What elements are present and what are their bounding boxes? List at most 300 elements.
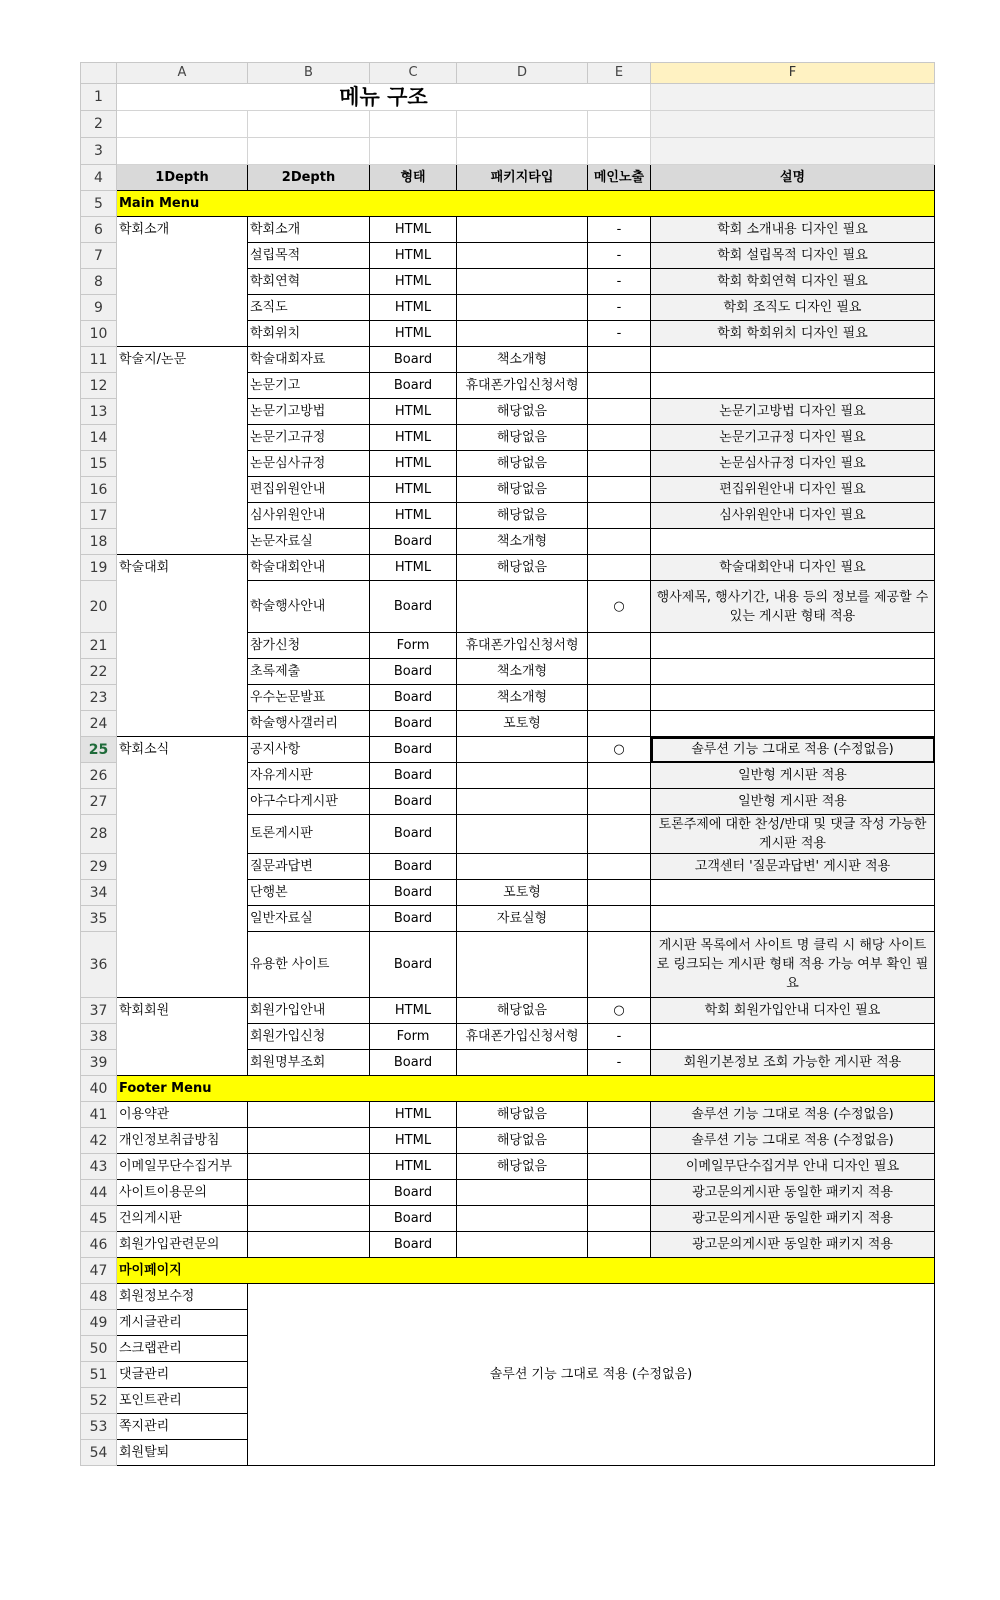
description-cell[interactable]: 게시판 목록에서 사이트 명 클릭 시 해당 사이트로 링크되는 게시판 형태 적용 가능 여부 확인 필요 (651, 932, 935, 998)
depth2-cell[interactable] (248, 1232, 370, 1258)
row-number[interactable]: 3 (81, 138, 117, 165)
type-cell[interactable]: Board (370, 880, 457, 906)
type-cell[interactable]: HTML (370, 555, 457, 581)
package-type-cell[interactable]: 해당없음 (457, 1102, 588, 1128)
depth2-cell[interactable]: 학회위치 (248, 321, 370, 347)
depth2-cell[interactable]: 회원가입신청 (248, 1024, 370, 1050)
depth2-cell[interactable]: 학술대회자료 (248, 347, 370, 373)
depth1-cell[interactable] (117, 477, 248, 503)
package-type-cell[interactable] (457, 295, 588, 321)
depth1-cell[interactable]: 학술지/논문 (117, 347, 248, 373)
row-number[interactable]: 11 (81, 347, 117, 373)
type-cell[interactable]: Board (370, 711, 457, 737)
type-cell[interactable]: HTML (370, 399, 457, 425)
type-cell[interactable]: Board (370, 737, 457, 763)
main-exposure-cell[interactable] (588, 1102, 651, 1128)
depth1-cell[interactable] (117, 1024, 248, 1050)
row-number[interactable]: 13 (81, 399, 117, 425)
row-number[interactable]: 21 (81, 633, 117, 659)
package-type-cell[interactable] (457, 217, 588, 243)
depth2-cell[interactable]: 단행본 (248, 880, 370, 906)
row-number[interactable]: 12 (81, 373, 117, 399)
package-type-cell[interactable] (457, 789, 588, 815)
depth2-cell[interactable]: 초록제출 (248, 659, 370, 685)
main-exposure-cell[interactable] (588, 1154, 651, 1180)
depth2-cell[interactable]: 학술행사갤러리 (248, 711, 370, 737)
depth2-cell[interactable]: 논문심사규정 (248, 451, 370, 477)
depth1-cell[interactable] (117, 659, 248, 685)
package-type-cell[interactable]: 책소개형 (457, 529, 588, 555)
main-exposure-cell[interactable]: - (588, 321, 651, 347)
description-cell[interactable]: 일반형 게시판 적용 (651, 763, 935, 789)
depth2-cell[interactable]: 회원명부조회 (248, 1050, 370, 1076)
description-cell[interactable] (651, 347, 935, 373)
row-number[interactable]: 16 (81, 477, 117, 503)
type-cell[interactable]: Board (370, 1232, 457, 1258)
main-exposure-cell[interactable] (588, 789, 651, 815)
description-cell[interactable]: 학회 소개내용 디자인 필요 (651, 217, 935, 243)
package-type-cell[interactable]: 해당없음 (457, 998, 588, 1024)
main-exposure-cell[interactable] (588, 685, 651, 711)
mypage-menu-name[interactable]: 쪽지관리 (117, 1414, 248, 1440)
depth1-cell[interactable] (117, 581, 248, 633)
mypage-menu-name[interactable]: 포인트관리 (117, 1388, 248, 1414)
package-type-cell[interactable]: 포토형 (457, 711, 588, 737)
row-number[interactable]: 42 (81, 1128, 117, 1154)
depth2-cell[interactable] (248, 1180, 370, 1206)
description-cell[interactable]: 논문심사규정 디자인 필요 (651, 451, 935, 477)
description-cell[interactable]: 이메일무단수집거부 안내 디자인 필요 (651, 1154, 935, 1180)
row-number[interactable]: 5 (81, 191, 117, 217)
depth2-cell[interactable]: 야구수다게시판 (248, 789, 370, 815)
depth2-cell[interactable]: 논문기고규정 (248, 425, 370, 451)
depth1-cell[interactable] (117, 685, 248, 711)
package-type-cell[interactable]: 해당없음 (457, 425, 588, 451)
package-type-cell[interactable]: 포토형 (457, 880, 588, 906)
depth2-cell[interactable]: 설립목적 (248, 243, 370, 269)
cell[interactable] (248, 111, 370, 138)
description-cell[interactable]: 광고문의게시판 동일한 패키지 적용 (651, 1180, 935, 1206)
row-number[interactable]: 8 (81, 269, 117, 295)
depth1-cell[interactable] (117, 243, 248, 269)
cell[interactable] (370, 111, 457, 138)
main-exposure-cell[interactable] (588, 373, 651, 399)
row-number[interactable]: 7 (81, 243, 117, 269)
description-cell[interactable]: 심사위원안내 디자인 필요 (651, 503, 935, 529)
package-type-cell[interactable] (457, 1050, 588, 1076)
type-cell[interactable]: HTML (370, 295, 457, 321)
type-cell[interactable]: HTML (370, 217, 457, 243)
type-cell[interactable]: Board (370, 529, 457, 555)
description-cell[interactable] (651, 373, 935, 399)
package-type-cell[interactable]: 해당없음 (457, 451, 588, 477)
main-exposure-cell[interactable] (588, 1206, 651, 1232)
type-cell[interactable]: Board (370, 854, 457, 880)
main-exposure-cell[interactable]: ○ (588, 998, 651, 1024)
table-row (81, 815, 935, 854)
description-cell[interactable] (651, 1024, 935, 1050)
mypage-note-cell[interactable]: 솔루션 기능 그대로 적용 (수정없음) (248, 1284, 935, 1466)
cell[interactable] (457, 138, 588, 165)
depth2-cell[interactable]: 학술행사안내 (248, 581, 370, 633)
row-number[interactable]: 26 (81, 763, 117, 789)
table-row (81, 1076, 935, 1102)
description-cell[interactable]: 학회 설립목적 디자인 필요 (651, 243, 935, 269)
description-cell[interactable]: 논문기고방법 디자인 필요 (651, 399, 935, 425)
depth1-cell[interactable]: 학회소식 (117, 737, 248, 763)
row-number[interactable]: 17 (81, 503, 117, 529)
main-exposure-cell[interactable] (588, 503, 651, 529)
depth2-cell[interactable]: 편집위원안내 (248, 477, 370, 503)
description-cell[interactable] (651, 659, 935, 685)
depth1-cell[interactable] (117, 399, 248, 425)
row-number[interactable]: 35 (81, 906, 117, 932)
main-exposure-cell[interactable] (588, 815, 651, 854)
depth1-cell[interactable] (117, 529, 248, 555)
main-exposure-cell[interactable] (588, 633, 651, 659)
depth2-cell[interactable]: 논문자료실 (248, 529, 370, 555)
depth2-cell[interactable]: 논문기고 (248, 373, 370, 399)
package-type-cell[interactable]: 해당없음 (457, 1154, 588, 1180)
row-number[interactable]: 2 (81, 111, 117, 138)
cell[interactable] (588, 138, 651, 165)
package-type-cell[interactable]: 책소개형 (457, 347, 588, 373)
footer-menu-name[interactable]: 회원가입관련문의 (117, 1232, 248, 1258)
type-cell[interactable]: HTML (370, 243, 457, 269)
main-exposure-cell[interactable] (588, 477, 651, 503)
row-number[interactable]: 36 (81, 932, 117, 998)
main-exposure-cell[interactable] (588, 347, 651, 373)
column-header-e[interactable]: E (588, 63, 651, 84)
type-cell[interactable]: HTML (370, 998, 457, 1024)
depth2-cell[interactable]: 조직도 (248, 295, 370, 321)
type-cell[interactable]: Board (370, 1206, 457, 1232)
main-exposure-cell[interactable] (588, 1232, 651, 1258)
package-type-cell[interactable]: 해당없음 (457, 477, 588, 503)
description-cell[interactable]: 회원기본정보 조회 가능한 게시판 적용 (651, 1050, 935, 1076)
type-cell[interactable]: Board (370, 763, 457, 789)
row-number[interactable]: 51 (81, 1362, 117, 1388)
depth2-cell[interactable]: 질문과답변 (248, 854, 370, 880)
row-number[interactable]: 24 (81, 711, 117, 737)
package-type-cell[interactable]: 해당없음 (457, 555, 588, 581)
depth2-cell[interactable]: 일반자료실 (248, 906, 370, 932)
mypage-menu-name[interactable]: 댓글관리 (117, 1362, 248, 1388)
package-type-cell[interactable] (457, 269, 588, 295)
footer-menu-name[interactable]: 개인정보취급방침 (117, 1128, 248, 1154)
package-type-cell[interactable] (457, 932, 588, 998)
depth2-cell[interactable]: 학회소개 (248, 217, 370, 243)
depth2-cell[interactable]: 유용한 사이트 (248, 932, 370, 998)
package-type-cell[interactable] (457, 815, 588, 854)
type-cell[interactable]: HTML (370, 269, 457, 295)
cell[interactable] (651, 111, 935, 138)
depth1-cell[interactable]: 학회소개 (117, 217, 248, 243)
type-cell[interactable]: Board (370, 815, 457, 854)
cell[interactable] (588, 111, 651, 138)
row-number[interactable]: 46 (81, 1232, 117, 1258)
footer-menu-name[interactable]: 사이트이용문의 (117, 1180, 248, 1206)
depth1-cell[interactable] (117, 451, 248, 477)
column-header-b[interactable]: B (248, 63, 370, 84)
main-exposure-cell[interactable]: - (588, 269, 651, 295)
depth2-cell[interactable] (248, 1206, 370, 1232)
main-exposure-cell[interactable] (588, 399, 651, 425)
row-number[interactable]: 23 (81, 685, 117, 711)
package-type-cell[interactable] (457, 854, 588, 880)
mypage-menu-name[interactable]: 게시글관리 (117, 1310, 248, 1336)
column-header-f[interactable]: F (651, 63, 935, 84)
depth2-cell[interactable] (248, 1102, 370, 1128)
table-row (81, 191, 935, 217)
row-number[interactable]: 53 (81, 1414, 117, 1440)
type-cell[interactable]: HTML (370, 1128, 457, 1154)
type-cell[interactable]: Board (370, 685, 457, 711)
main-exposure-cell[interactable]: ○ (588, 737, 651, 763)
depth1-cell[interactable] (117, 1050, 248, 1076)
depth1-cell[interactable] (117, 789, 248, 815)
package-type-cell[interactable] (457, 243, 588, 269)
footer-menu-name[interactable]: 이용약관 (117, 1102, 248, 1128)
main-exposure-cell[interactable] (588, 880, 651, 906)
row-number[interactable]: 44 (81, 1180, 117, 1206)
row-number[interactable]: 52 (81, 1388, 117, 1414)
depth2-cell[interactable]: 회원가입안내 (248, 998, 370, 1024)
description-cell[interactable]: 솔루션 기능 그대로 적용 (수정없음) (651, 737, 935, 763)
row-number[interactable]: 10 (81, 321, 117, 347)
row-number[interactable]: 28 (81, 815, 117, 854)
description-cell[interactable]: 행사제목, 행사기간, 내용 등의 정보를 제공할 수 있는 게시판 형태 적용 (651, 581, 935, 633)
footer-menu-name[interactable]: 이메일무단수집거부 (117, 1154, 248, 1180)
description-cell[interactable]: 편집위원안내 디자인 필요 (651, 477, 935, 503)
description-cell[interactable]: 광고문의게시판 동일한 패키지 적용 (651, 1232, 935, 1258)
mypage-menu-name[interactable]: 회원정보수정 (117, 1284, 248, 1310)
row-number[interactable]: 25 (81, 737, 117, 763)
package-type-cell[interactable] (457, 1206, 588, 1232)
row-number[interactable]: 40 (81, 1076, 117, 1102)
depth2-cell[interactable]: 우수논문발표 (248, 685, 370, 711)
depth2-cell[interactable] (248, 1154, 370, 1180)
cell[interactable] (117, 111, 248, 138)
depth1-cell[interactable] (117, 763, 248, 789)
main-exposure-cell[interactable]: - (588, 1024, 651, 1050)
type-cell[interactable]: Board (370, 347, 457, 373)
row-number[interactable]: 41 (81, 1102, 117, 1128)
main-exposure-cell[interactable] (588, 932, 651, 998)
row-number[interactable]: 39 (81, 1050, 117, 1076)
depth2-cell[interactable]: 토론게시판 (248, 815, 370, 854)
row-number[interactable]: 43 (81, 1154, 117, 1180)
column-header-d[interactable]: D (457, 63, 588, 84)
description-cell[interactable]: 솔루션 기능 그대로 적용 (수정없음) (651, 1102, 935, 1128)
package-type-cell[interactable]: 자료실형 (457, 906, 588, 932)
package-type-cell[interactable]: 휴대폰가입신청서형 (457, 373, 588, 399)
type-cell[interactable]: Form (370, 633, 457, 659)
cell[interactable] (457, 111, 588, 138)
row-number[interactable]: 50 (81, 1336, 117, 1362)
package-type-cell[interactable] (457, 737, 588, 763)
main-exposure-cell[interactable] (588, 451, 651, 477)
main-exposure-cell[interactable] (588, 529, 651, 555)
cell[interactable] (117, 138, 248, 165)
main-exposure-cell[interactable] (588, 659, 651, 685)
header-cell-4: 메인노출 (588, 165, 651, 191)
row-number[interactable]: 27 (81, 789, 117, 815)
type-cell[interactable]: Form (370, 1024, 457, 1050)
package-type-cell[interactable]: 휴대폰가입신청서형 (457, 633, 588, 659)
depth1-cell[interactable]: 학회회원 (117, 998, 248, 1024)
row-number[interactable]: 18 (81, 529, 117, 555)
row-number[interactable]: 54 (81, 1440, 117, 1466)
description-cell[interactable]: 고객센터 '질문과답변' 게시판 적용 (651, 854, 935, 880)
package-type-cell[interactable]: 해당없음 (457, 399, 588, 425)
description-cell[interactable] (651, 880, 935, 906)
cell[interactable] (651, 138, 935, 165)
type-cell[interactable]: Board (370, 789, 457, 815)
package-type-cell[interactable]: 휴대폰가입신청서형 (457, 1024, 588, 1050)
main-exposure-cell[interactable] (588, 906, 651, 932)
row-number[interactable]: 14 (81, 425, 117, 451)
column-header-c[interactable]: C (370, 63, 457, 84)
type-cell[interactable]: HTML (370, 503, 457, 529)
row-number[interactable]: 45 (81, 1206, 117, 1232)
row-number[interactable]: 22 (81, 659, 117, 685)
description-cell[interactable]: 솔루션 기능 그대로 적용 (수정없음) (651, 1128, 935, 1154)
description-cell[interactable]: 학회 학회연혁 디자인 필요 (651, 269, 935, 295)
description-cell[interactable] (651, 685, 935, 711)
depth1-cell[interactable] (117, 503, 248, 529)
package-type-cell[interactable] (457, 581, 588, 633)
depth2-cell[interactable]: 논문기고방법 (248, 399, 370, 425)
package-type-cell[interactable]: 해당없음 (457, 503, 588, 529)
depth1-cell[interactable]: 학술대회 (117, 555, 248, 581)
type-cell[interactable]: Board (370, 373, 457, 399)
package-type-cell[interactable] (457, 321, 588, 347)
package-type-cell[interactable]: 해당없음 (457, 1128, 588, 1154)
description-cell[interactable]: 토론주제에 대한 찬성/반대 및 댓글 작성 가능한 게시판 적용 (651, 815, 935, 854)
depth1-cell[interactable] (117, 711, 248, 737)
row-number[interactable]: 49 (81, 1310, 117, 1336)
description-cell[interactable]: 광고문의게시판 동일한 패키지 적용 (651, 1206, 935, 1232)
type-cell[interactable]: Board (370, 932, 457, 998)
depth2-cell[interactable]: 참가신청 (248, 633, 370, 659)
cell[interactable] (370, 138, 457, 165)
type-cell[interactable]: HTML (370, 477, 457, 503)
row-number[interactable]: 19 (81, 555, 117, 581)
main-exposure-cell[interactable]: - (588, 217, 651, 243)
main-exposure-cell[interactable] (588, 763, 651, 789)
depth2-cell[interactable]: 학회연혁 (248, 269, 370, 295)
main-exposure-cell[interactable] (588, 1180, 651, 1206)
description-cell[interactable]: 학회 회원가입안내 디자인 필요 (651, 998, 935, 1024)
row-number[interactable]: 1 (81, 84, 117, 111)
row-number[interactable]: 37 (81, 998, 117, 1024)
main-exposure-cell[interactable]: - (588, 243, 651, 269)
description-cell[interactable]: 학회 학회위치 디자인 필요 (651, 321, 935, 347)
package-type-cell[interactable] (457, 1180, 588, 1206)
main-exposure-cell[interactable]: - (588, 1050, 651, 1076)
description-cell[interactable]: 일반형 게시판 적용 (651, 789, 935, 815)
row-number[interactable]: 9 (81, 295, 117, 321)
select-all-corner[interactable] (81, 63, 117, 84)
package-type-cell[interactable]: 책소개형 (457, 659, 588, 685)
type-cell[interactable]: HTML (370, 451, 457, 477)
depth1-cell[interactable] (117, 932, 248, 998)
depth1-cell[interactable] (117, 815, 248, 854)
row-number[interactable]: 15 (81, 451, 117, 477)
package-type-cell[interactable] (457, 763, 588, 789)
row-number[interactable]: 48 (81, 1284, 117, 1310)
depth1-cell[interactable] (117, 321, 248, 347)
row-number[interactable]: 34 (81, 880, 117, 906)
mypage-menu-name[interactable]: 회원탈퇴 (117, 1440, 248, 1466)
package-type-cell[interactable] (457, 1232, 588, 1258)
type-cell[interactable]: HTML (370, 321, 457, 347)
type-cell[interactable]: Board (370, 1180, 457, 1206)
type-cell[interactable]: HTML (370, 1154, 457, 1180)
main-exposure-cell[interactable] (588, 1128, 651, 1154)
depth1-cell[interactable] (117, 633, 248, 659)
depth1-cell[interactable] (117, 854, 248, 880)
main-exposure-cell[interactable] (588, 711, 651, 737)
main-exposure-cell[interactable]: ○ (588, 581, 651, 633)
package-type-cell[interactable]: 책소개형 (457, 685, 588, 711)
depth1-cell[interactable] (117, 373, 248, 399)
main-exposure-cell[interactable] (588, 854, 651, 880)
type-cell[interactable]: Board (370, 906, 457, 932)
description-cell[interactable]: 학술대회안내 디자인 필요 (651, 555, 935, 581)
main-exposure-cell[interactable]: - (588, 295, 651, 321)
description-cell[interactable] (651, 711, 935, 737)
depth2-cell[interactable]: 심사위원안내 (248, 503, 370, 529)
depth1-cell[interactable] (117, 295, 248, 321)
cell[interactable] (651, 84, 935, 111)
type-cell[interactable]: Board (370, 659, 457, 685)
type-cell[interactable]: HTML (370, 425, 457, 451)
row-number[interactable]: 38 (81, 1024, 117, 1050)
description-cell[interactable]: 학회 조직도 디자인 필요 (651, 295, 935, 321)
row-number[interactable]: 29 (81, 854, 117, 880)
description-cell[interactable] (651, 906, 935, 932)
table-row (81, 880, 935, 906)
table-row (81, 1024, 935, 1050)
type-cell[interactable]: Board (370, 1050, 457, 1076)
footer-menu-name[interactable]: 건의게시판 (117, 1206, 248, 1232)
depth2-cell[interactable] (248, 1128, 370, 1154)
row-number[interactable]: 47 (81, 1258, 117, 1284)
mypage-menu-name[interactable]: 스크랩관리 (117, 1336, 248, 1362)
description-cell[interactable] (651, 633, 935, 659)
type-cell[interactable]: HTML (370, 1102, 457, 1128)
type-cell[interactable]: Board (370, 581, 457, 633)
description-cell[interactable]: 논문기고규정 디자인 필요 (651, 425, 935, 451)
row-number[interactable]: 20 (81, 581, 117, 633)
main-exposure-cell[interactable] (588, 555, 651, 581)
cell[interactable] (248, 138, 370, 165)
depth1-cell[interactable] (117, 269, 248, 295)
row-number[interactable]: 6 (81, 217, 117, 243)
row-number[interactable]: 4 (81, 165, 117, 191)
description-cell[interactable] (651, 529, 935, 555)
depth1-cell[interactable] (117, 906, 248, 932)
depth1-cell[interactable] (117, 425, 248, 451)
main-exposure-cell[interactable] (588, 425, 651, 451)
depth2-cell[interactable]: 자유게시판 (248, 763, 370, 789)
column-header-a[interactable]: A (117, 63, 248, 84)
depth2-cell[interactable]: 학술대회안내 (248, 555, 370, 581)
depth1-cell[interactable] (117, 880, 248, 906)
depth2-cell[interactable]: 공지사항 (248, 737, 370, 763)
